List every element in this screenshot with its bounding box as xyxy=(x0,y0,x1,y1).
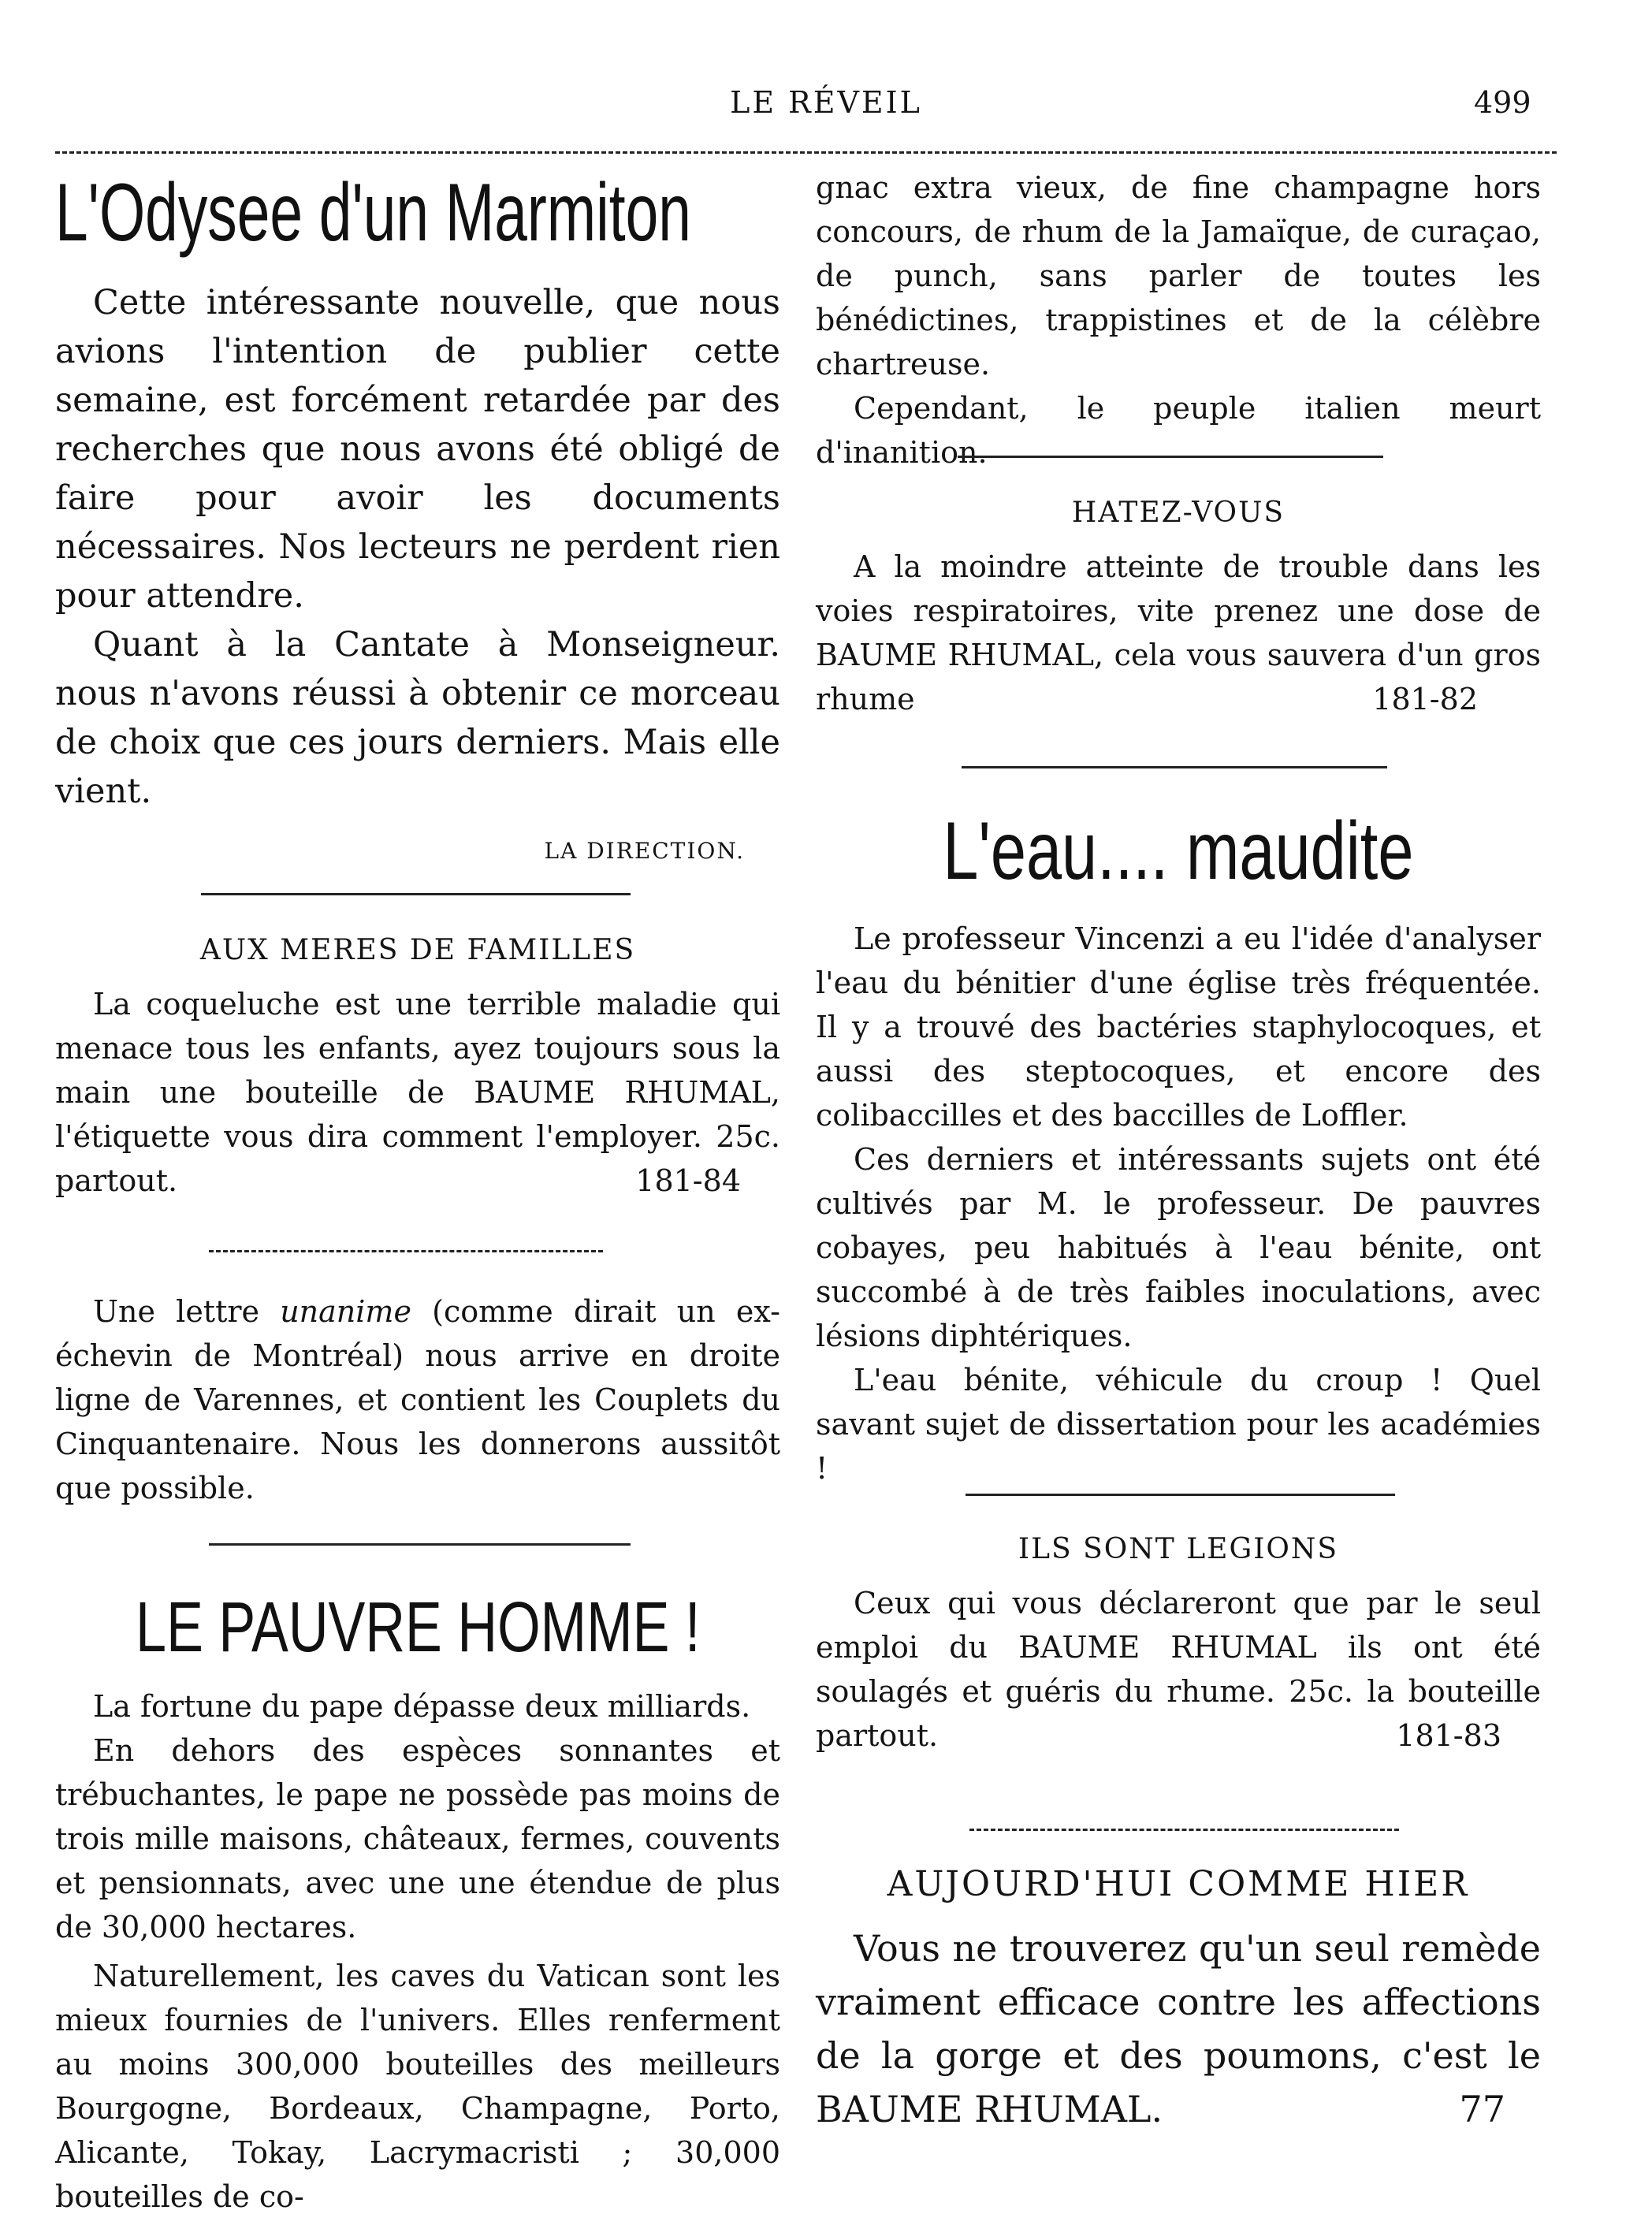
article-eau-maudite xyxy=(816,800,1541,1490)
section-divider xyxy=(209,1250,603,1252)
article-pauvre-homme xyxy=(55,1580,780,2219)
header-divider xyxy=(55,151,1557,154)
notice-heading: ILS SONT LEGIONS xyxy=(1018,1533,1339,1565)
article-odyssee xyxy=(55,162,780,864)
article-paragraph: En dehors des espèces sonnantes et trébuchantes, le pape ne possède pas moins de trois mille maisons, châteaux, fermes, couvents et pensionnats, avec une une étendue de plus de 30,000 hectares. xyxy=(55,1733,780,1944)
section-divider xyxy=(966,1494,1395,1496)
article-paragraph: Cependant, le peuple italien meurt d'inanition. xyxy=(816,391,1541,470)
notice-text: Vous ne trouverez qu'un seul remède vraiment efficace contre les affections de la gorge et des poumons, c'est le BAUME RHUMAL. xyxy=(816,1927,1541,2130)
article-title: L'Odysee d'un Marmiton xyxy=(55,167,691,259)
page-number: 499 xyxy=(1474,85,1531,120)
notice-text: Ceux qui vous déclareront que par le seul emploi du BAUME RHUMAL ils ont été soulagés et guéris du rhume. 25c. la bouteille partout. xyxy=(816,1586,1541,1753)
emphasis-word: unanime xyxy=(280,1294,411,1329)
article-title: L'eau.... maudite xyxy=(943,806,1414,897)
article-paragraph: gnac extra vieux, de fine champagne hors concours, de rhum de la Jamaïque, de curaçao, de punch, sans parler de toutes les bénédictines, trappistines et de la célèbre chartreuse. xyxy=(816,170,1541,381)
article-paragraph: Cette intéressante nouvelle, que nous avions l'intention de publier cette semaine, est forcément retardée par des recherches que nous avons été obligé de faire pour avoir les documents nécessaires. Nos lecteurs ne perdent rien pour attendre. xyxy=(55,283,780,616)
notice-reference: 181-83 xyxy=(1396,1718,1501,1753)
notice-reference: 181-82 xyxy=(1372,682,1478,716)
notice-reference: 77 xyxy=(1459,2088,1505,2130)
signature: LA DIRECTION. xyxy=(544,838,745,864)
section-divider xyxy=(201,893,631,895)
notice-heading: HATEZ-VOUS xyxy=(1071,497,1286,529)
article-paragraph: Ces derniers et intéressants sujets ont été cultivés par M. le professeur. De pauvres cobayes, peu habitués à l'eau bénite, ont succombé à de très faibles inoculations, avec lésions diphtériques. xyxy=(816,1142,1541,1353)
notice-lettre xyxy=(55,1289,780,1510)
section-divider xyxy=(962,766,1387,768)
notice-reference: 181-84 xyxy=(635,1163,741,1198)
section-divider xyxy=(958,456,1383,458)
notice-text: La coqueluche est une terrible maladie qui menace tous les enfants, ayez toujours sous la main une bouteille de BAUME RHUMAL, l'étiquette vous dira comment l'employer. 25c. partout. xyxy=(55,987,780,1198)
article-paragraph: La fortune du pape dépasse deux milliards. xyxy=(93,1689,751,1724)
newspaper-title: LE RÉVEIL xyxy=(730,85,922,120)
article-paragraph: Le professeur Vincenzi a eu l'idée d'analyser l'eau du bénitier d'une église très fréquentée. Il y a trouvé des bactéries staphylocoques, et aussi des steptocoques, et encore des colibaccilles et des baccilles de Loffler. xyxy=(816,921,1541,1133)
notice-heading: AUX MERES DE FAMILLES xyxy=(199,934,636,966)
article-paragraph: L'eau bénite, véhicule du croup ! Quel savant sujet de dissertation pour les académies ! xyxy=(816,1363,1541,1486)
notice-hatez xyxy=(816,497,1541,721)
article-title: LE PAUVRE HOMME ! xyxy=(135,1588,701,1667)
notice-text: Une lettre unanime (comme dirait un ex-échevin de Montréal) nous arrive en droite ligne de Varennes, et contient les Couplets du Cinquantenaire. Nous les donnerons aussitôt que possible. xyxy=(55,1294,781,1505)
notice-heading: AUJOURD'HUI COMME HIER xyxy=(887,1864,1470,1904)
article-paragraph: Quant à la Cantate à Monseigneur. nous n'avons réussi à obtenir ce morceau de choix que ces jours derniers. Mais elle vient. xyxy=(55,625,780,811)
article-continuation xyxy=(816,166,1541,474)
article-paragraph: Naturellement, les caves du Vatican sont les mieux fournies de l'univers. Elles renferment au moins 300,000 bouteilles des meilleurs Bourgogne, Bordeaux, Champagne, Porto, Alicante, Tokay, Lacrymacristi ; 30,000 bouteilles de co- xyxy=(55,1959,780,2214)
section-divider xyxy=(969,1829,1399,1831)
notice-aujourdhui xyxy=(816,1864,1541,2136)
notice-meres xyxy=(55,934,780,1203)
notice-legions xyxy=(816,1533,1541,1758)
section-divider xyxy=(209,1543,631,1546)
notice-text: A la moindre atteinte de trouble dans les voies respiratoires, vite prenez une dose de BAUME RHUMAL, cela vous sauvera d'un gros rhume xyxy=(816,549,1541,716)
